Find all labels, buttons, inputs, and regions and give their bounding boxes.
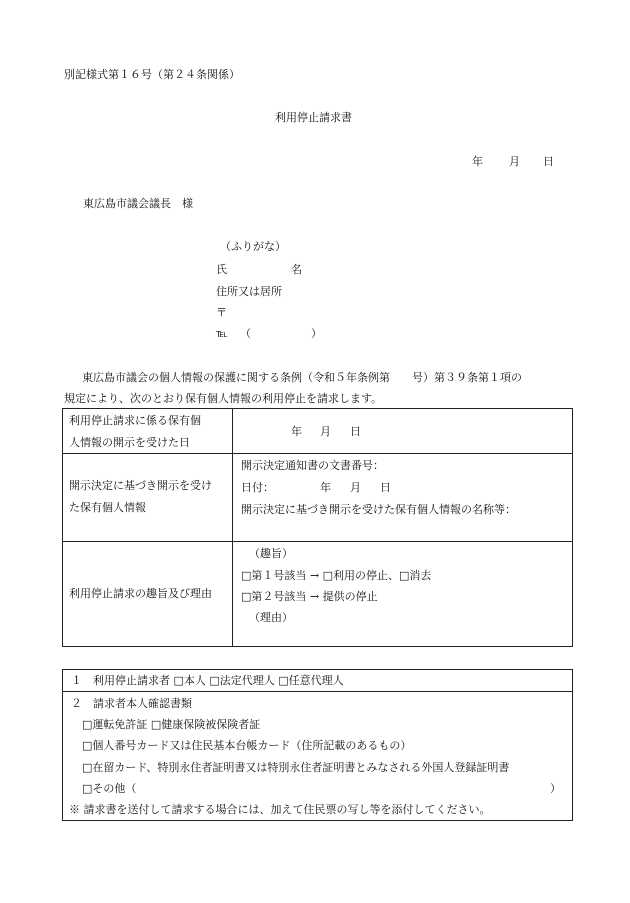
table-row-disclosure-date xyxy=(63,409,573,454)
row2-date-label: 日付： xyxy=(241,481,274,494)
address-label: 住所又は居所 xyxy=(216,285,282,298)
row2-label-line1: 開示決定に基づき開示を受け xyxy=(69,479,212,492)
name-label-1: 氏 xyxy=(216,263,227,276)
row2-day: 日 xyxy=(380,481,391,494)
row1-label-line1: 利用停止請求に係る保有個 xyxy=(69,414,201,427)
date-month-label: 月 xyxy=(509,155,520,168)
label-cell xyxy=(63,409,233,454)
purpose-label: （趣旨） xyxy=(249,547,293,560)
requester-type-line[interactable]: １ 利用停止請求者 □本人 □法定代理人 □任意代理人 xyxy=(71,674,344,687)
body-line-2: 規定により、次のとおり保有個人情報の利用停止を請求します。 xyxy=(64,392,383,405)
option-clause-2[interactable]: □第２号該当 → 提供の停止 xyxy=(241,590,378,603)
id-doc-option-other[interactable]: □その他（ xyxy=(82,782,137,795)
request-form-table xyxy=(62,408,573,647)
row1-year: 年 xyxy=(291,425,302,438)
label-cell xyxy=(63,542,233,647)
tel-open-paren: （ xyxy=(240,327,251,340)
tel-label: ℡ xyxy=(216,327,228,340)
form-title: 利用停止請求書 xyxy=(275,111,352,124)
row2-info-name: 開示決定に基づき開示を受けた保有個人情報の名称等： xyxy=(241,503,516,516)
row3-label: 利用停止請求の趣旨及び理由 xyxy=(69,587,212,600)
body-line-1: 東広島市議会の個人情報の保護に関する条例（令和５年条例第 号）第３９条第１項の xyxy=(82,371,522,384)
row1-month: 月 xyxy=(320,425,331,438)
id-docs-heading: ２ 請求者本人確認書類 xyxy=(71,697,192,710)
option-clause-1[interactable]: □第１号該当 → □利用の停止、□消去 xyxy=(241,569,432,582)
disclosed-info-field[interactable] xyxy=(233,454,573,542)
form-number: 別記様式第１６号（第２４条関係） xyxy=(64,68,240,81)
row1-day: 日 xyxy=(350,425,361,438)
row2-label-line2: た保有個人情報 xyxy=(69,501,146,514)
purpose-reason-field[interactable] xyxy=(233,542,573,647)
identity-verification-box xyxy=(62,669,573,821)
name-label-2: 名 xyxy=(291,263,302,276)
row1-label-line2: 人情報の開示を受けた日 xyxy=(69,436,190,449)
submission-note: ※ 請求書を送付して請求する場合には、加えて住民票の写し等を添付してください。 xyxy=(69,803,491,816)
label-cell xyxy=(63,454,233,542)
date-year-label: 年 xyxy=(472,155,483,168)
id-doc-other-close: ） xyxy=(550,782,561,795)
furigana-label: （ふりがな） xyxy=(220,240,286,253)
id-doc-option-1[interactable]: □運転免許証 □健康保険被保険者証 xyxy=(82,718,261,731)
reason-label: （理由） xyxy=(249,611,293,624)
tel-close-paren: ） xyxy=(311,327,322,340)
row2-month: 月 xyxy=(350,481,361,494)
table-row-disclosed-info xyxy=(63,454,573,542)
id-doc-option-2[interactable]: □個人番号カード又は住民基本台帳カード（住所記載のあるもの） xyxy=(82,739,412,752)
id-doc-option-3[interactable]: □在留カード、特別永住者証明書又は特別永住者証明書とみなされる外国人登録証明書 xyxy=(82,761,510,774)
disclosure-date-field[interactable] xyxy=(233,409,573,454)
divider xyxy=(63,691,572,692)
row2-year: 年 xyxy=(320,481,331,494)
table-row-purpose-reason xyxy=(63,542,573,647)
postal-mark: 〒 xyxy=(216,306,227,319)
row2-doc-number: 開示決定通知書の文書番号： xyxy=(241,459,384,472)
addressee: 東広島市議会議長 様 xyxy=(83,197,193,210)
date-day-label: 日 xyxy=(543,155,554,168)
